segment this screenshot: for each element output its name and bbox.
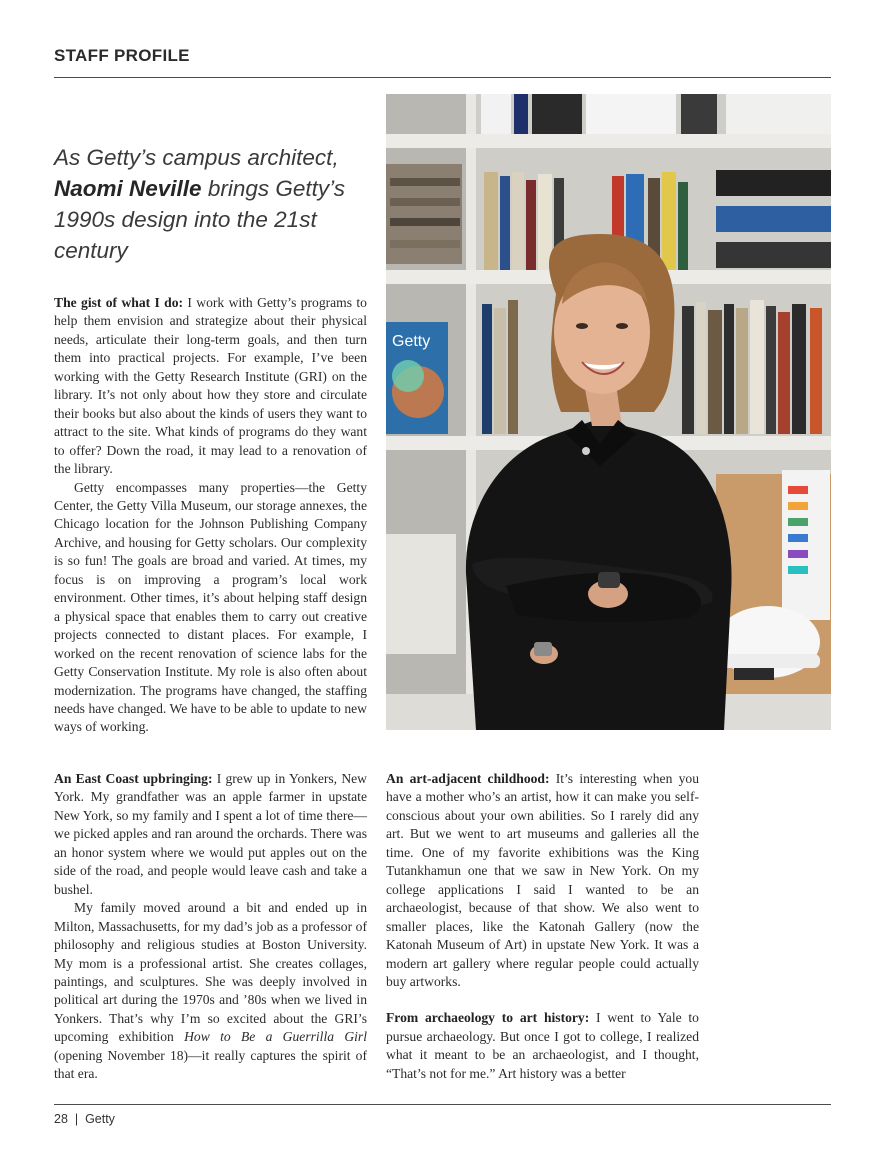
heading-gist: The gist of what I do: — [54, 295, 184, 310]
column-left-top — [54, 294, 367, 737]
paragraph-art-history — [386, 1009, 699, 1083]
paragraph-upbringing-2 — [54, 899, 367, 1084]
upbringing-text-2b: (opening November 18)—it really captures the spirit of that era. — [54, 1047, 367, 1082]
page-number: 28 — [54, 1112, 68, 1126]
column-right — [386, 770, 699, 1083]
art-history-text: I went to Yale to pursue archaeology. But once I got to college, I realized what it meant to be an archaeologist, and I thought, “That’s not for me.” Art history was a better — [386, 1010, 699, 1081]
photo-book-label: Getty — [392, 333, 431, 350]
headline-part1: As Getty’s campus architect, — [54, 145, 339, 170]
publication-name: Getty — [85, 1112, 115, 1126]
column-left-bottom — [54, 770, 367, 1084]
paragraph-gist-2: Getty encompasses many properties—the Getty Center, the Getty Villa Museum, our storage annexes, the Chicago location for the Johnson Publishing Company Archive, and housing for Getty scholars. Our complexity is so fun! The goals are broad and varied. At times, my focus is on improving a program’s local work environment. Other times, it’s about helping staff design a physical space that enables them to carry out creative projects connected to distant places. For example, I worked on the recent renovation of science labs for the Getty Conservation Institute. My role is also often about modernization. The programs have changed, the staffing needs have changed. We have to be able to update to new ways of working. — [54, 479, 367, 735]
heading-upbringing: An East Coast upbringing: — [54, 771, 213, 786]
exhibition-title: How to Be a Guerrilla Girl — [184, 1029, 367, 1045]
paragraph-gist-1 — [54, 294, 367, 479]
headline — [54, 142, 364, 266]
paragraph-childhood — [386, 770, 699, 991]
footer-separator: | — [74, 1112, 79, 1126]
childhood-text: It’s interesting when you have a mother who’s an artist, how it can make you self-conscious about your own abilities. So I rarely did any art. But we went to art museums and galleries all the time. One of my favorite exhibitions was the King Tutankhamun one that we saw in New York. On my college applications I said I wanted to be an archaeologist, because of that show. We also went to smaller places, like the Katonah Gallery (now the Katonah Museum of Art) in upstate New York. It was a modern art gallery where regular people could actually buy artworks. — [386, 771, 699, 989]
headline-part2: brings Getty’s 1990s design into the 21st century — [54, 176, 345, 263]
page-footer — [54, 1112, 115, 1126]
upbringing-text-1: I grew up in Yonkers, New York. My grandfather was an apple farmer in upstate New York, so my family and I spent a lot of time there—we picked apples and ran around the orchards. There was an honor system where we would put apples out on the side of the road, and people would leave cash and take a bushel. — [54, 771, 367, 897]
paragraph-upbringing-1 — [54, 770, 367, 899]
portrait-photo — [386, 94, 831, 730]
section-label: STAFF PROFILE — [54, 46, 190, 65]
bottom-rule — [54, 1104, 831, 1105]
gist-text-1: I work with Getty’s programs to help them envision and strategize about their physical needs, articulate their long-term goals, and then turn them into practical projects. For example, I’ve been working with the Getty Research Institute (GRI) on the library. It’s not only about how they store and circulate their books but also about the kinds of users they want to attract to the site. What kinds of programs do they want to offer? Down the road, it may lead to a renovation of the library. — [54, 295, 367, 477]
upbringing-text-2a: My family moved around a bit and ended up in Milton, Massachusetts, for my dad’s job as a professor of philosophy and religious studies at Boston University. My mom is a professional artist. She creates collages, paintings, and sculptures. She was deeply involved in political art during the 1970s and ’80s when we lived in Yonkers. That’s why I’m so excited about the GRI’s upcoming exhibition — [54, 900, 367, 1045]
top-rule — [54, 77, 831, 78]
headline-name: Naomi Neville — [54, 176, 202, 201]
heading-art-history: From archaeology to art history: — [386, 1010, 590, 1026]
heading-childhood: An art-adjacent childhood: — [386, 771, 550, 786]
